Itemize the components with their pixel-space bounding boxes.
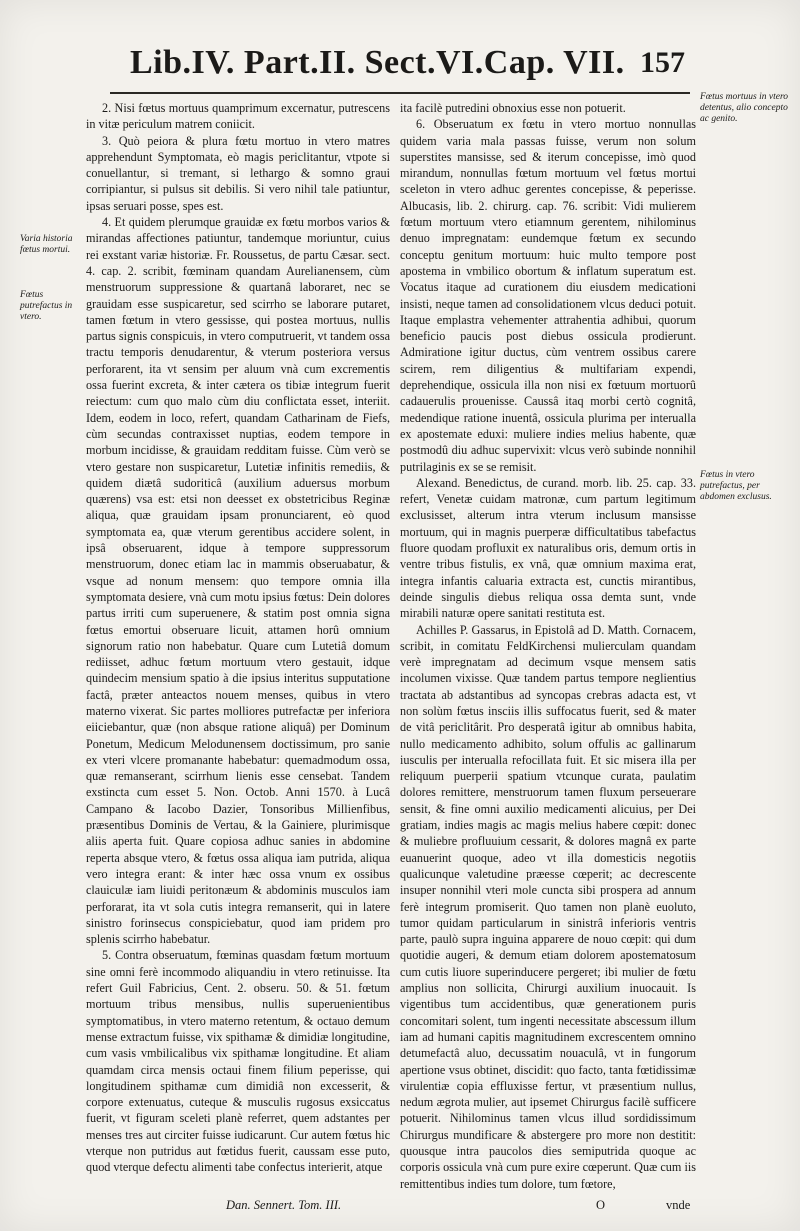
- right-text-column: [400, 100, 696, 1195]
- signature-letter: O: [596, 1198, 606, 1212]
- paragraph-gassarus: Achilles P. Gassarus, in Epistolâ ad D. Matth. Cornacem, scribit, in comitatu FeldKirchensi mulierculam quandam verè impregnatam ad decimum vsque mensem satis incolumen vixisse. Quæ tandem partus tempore neglientius tractata ab adstantibus ad syncopas crebras adacta est, vt non solùm fœtus insciis illis suffocatus fuerit, sed & mater de vitâ periclitârit. Pro desperatâ igitur ab omnibus habita, nullo medicamento adhibito, solum offulis ac gallinarum iusculis per interualla refocillata fuit. Et sic misera illa per reliquum puerperii spatium vtcunque curata, paulatim dolores remittere, menstruorum tamen fluxum perseuerare sensit, & fine omni auxilio medicamenti alicuius, per Dei gratiam, indies magis ac magis melius habere cœpit: donec & muliebre profluuium cessarit, & dolores magnâ ex parte euanuerint quoque, adeo vt illa domesticis negotiis qualicunque valetudine præesse cœperit; ac decrescente insuper nonnihil vteri mole cuncta sibi prospera ad annum ferè integrum promiserit. Quo tamen non planè euoluto, tumor quidam particularum in sinistrâ inferioris ventris parte, paulò supra inguina apparere de nouo cœpit: qui dum quotidie augeri, & demum etiam dolorem apostematosum cum cutis liuore superinducere pergeret; ibi mulier de fœtu amplius non sollicita, Chirurgi auxilium inuocauit. Is vigentibus tum accidentibus, quæ generationem puris concomitari solent, tum ingenti necessitate abscessum illum iam ad humani capitis magnitudinem excrescentem omnino detumefactâ aluo, decussatim nouaculâ, vt in fungorum apertione vsus obtinet, discidit: quo facto, tanta fœtidissimæ virulentiæ copia effluxisse fertur, vt præsentium nullus, nedum ægrota mulier, aut ipsemet Chirurgus facilè sufficere potuerit. Nihilominus tamen vlcus illud sordidissimum Chirurgus mundificare & abstergere pro more non destitit: quousque intra paucolos dies semiputrida quoque ac corporis ossicula vnà cum pure exire cœperunt. Quæ cum iis remittentibus indies tum dolore, tum fœtore,: [400, 622, 696, 1191]
- running-header: [0, 40, 800, 100]
- paragraph-continuation: ita facilè putredini obnoxius esse non potuerit.: [400, 101, 626, 115]
- paragraph-3: 3. Quò peiora & plura fœtu mortuo in vtero matres apprehendunt Symptomata, eò magis periclitantur, vtpote si conuellantur, si tremant, si lethargo & somno graui corripiantur, si pulsus sit debilis. Si vero nihil tale patiuntur, ipsas seruari posse, spes est.: [86, 133, 390, 213]
- header-rule: [110, 92, 690, 94]
- page-footer: [0, 1198, 800, 1222]
- paragraph-benedictus: Alexand. Benedictus, de curand. morb. lib. 25. cap. 33. refert, Venetæ cuidam matronæ, cum partum legitimum exclusisset, alterum intra vterum inclusum mansisse mortuum, qui in magnis puerperæ difficultatibus tabefactus fluore quodam profluxit ex naturalibus oris, demum ortis in ventre tribus fistulis, ex vnâ, quæ omnium maxima erat, integra infantis caluaria extracta est, cunctis mirantibus, deinde singulis diebus reliqua ossa demta sunt, vnde mirabili naturæ opere sanitati restituta est.: [400, 475, 696, 621]
- margin-note-right-2: Fœtus in vtero putrefactus, per abdomen exclusus.: [700, 470, 772, 502]
- page-number: 157: [640, 46, 685, 79]
- margin-note-left-1: Varia historia fœtus mortui.: [20, 234, 73, 255]
- page-title: Lib.IV. Part.II. Sect.VI.Cap. VII.: [130, 44, 625, 81]
- left-text-column: [86, 100, 390, 1195]
- paragraph-5: 5. Contra obseruatum, fœminas quasdam fœtum mortuum sine omni ferè incommodo aliquandiu in vtero retinuisse. Ita refert Guil Fabricius, Cent. 2. obseru. 50. & 51. fœtum mortuum tribus mensibus, nullis superuenientibus symptomatibus, in vtero materno retentum, & octauo demum mense extractum fuisse, vix spithamæ & dimidiæ longitudine, cum vasis vmbilicalibus vix spithamæ longitudine. Et aliam quamdam circa mensis octaui finem filium peperisse, qui longitudinem spithamæ cum dimidiâ non excesserit, & corpore extenuatus, cuteque & musculis rugosus exsiccatus fuerit, vt figuram sceleti planè referret, quem adstantes per menses tres aut circiter fuisse iudicarunt. Cur autem fœtus hic vterque non putridus aut fœtidus fuerit, caussam esse puto, quod vterque defectu alimenti tabe confectus interierit, atque: [86, 948, 390, 1175]
- margin-note-left-2: Fœtus putrefactus in vtero.: [20, 290, 73, 322]
- signature-line: Dan. Sennert. Tom. III.: [226, 1198, 342, 1212]
- paragraph-2: 2. Nisi fœtus mortuus quamprimum excernatur, putrescens in vitæ periculum matrem coniicit.: [86, 101, 390, 132]
- margin-note-right-1: Fœtus mortuus in vtero detentus, alio concepto ac genito.: [700, 92, 789, 124]
- paragraph-4: 4. Et quidem plerumque grauidæ ex fœtu morbos varios & mirandas affectiones patiuntur, tandemque moriuntur, cuius rei exstant variæ historiæ. Fr. Roussetus, de partu Cæsar. sect. 4. cap. 2. scribit, fœminam quandam Aurelianensem, cùm menstruorum suppressione & quartanâ laboraret, nec se grauidam esse suspicaretur, sed scirrho se laborare putaret, tamen fœtum in vtero gessisse, qui postea mortuus, nullis partus signis conspicuis, in vtero computruerit, vt tandem ossa tractu temporis denudarentur, & vterum posteriora versus perforarent, ita vt sensim per aluum vnà cum excrementis ossa fuerint excreta, & inter cætera os tibiæ integrum fuerit reiectum: cum quo malo cùm diu conflictata esset, interiit. Idem, eodem in loco, refert, quandam Catharinam de Fiefs, cùm secundas contraxisset nuptias, eodem tempore in morbum incidisse, & grauidam redditam fuisse. Cùm verò se vtero gestare non suspicaretur, Lutetiæ infinitis remediis, & quidem diætâ sudoriticâ (auxilium aduersus morbum quærens) vsa est: etsi non deesset ex obstetricibus Reginæ aliqua, quæ grauidam ipsam pronunciarent, eò quod symptomata ea, quæ vterum gerentibus accidere solent, in ipsâ obseruarent, idque à tempore suppressorum menstruorum, donec etiam lac in mammis obseruabatur, & vsque ad nonum mensem: quo tempore omnia illa symptomata desiere, vnà cum motu ipsius fœtus: Dein dolores partus irriti cum superuenere, & statim post omnia signa fœtus emortui obseruare licuit, attamen horû omnium signorum ratio non habebatur. Quare cum Lutetiâ domum rediisset, adhuc fœtum mortuum vtero gestauit, idque quindecim mensium spatio à die ipsius interitus supputatione factâ, præter anteactos nouem menses, quibus in vtero materno vixerat. Sic partes molliores putrefactæ per inferiora eiiciebantur, quæ (non absque ratione aliquâ) per Dominum Ponetum, Medicum Melodunensem doctissimum, pro sanie ex vteri vlcere promanante habebatur: quemadmodum ossa, quæ remanserant, scirrhum lienis esse censebat. Tandem exstincta cum esset 5. Non. Octob. Anni 1570. à Lucâ Campano & Iacobo Dazier, Tonsoribus Millienfibus, præsentibus Dominis de Vertau, & la Gainiere, plurimisque aliis aperta fuit. Quare copiosa adhuc sanies in abdomine reperta absque vtero, & fœtus ossa aliqua iam putrida, aliqua vero integra erant: & inter hæc ossa vnum ex ossibus clauiculæ iam liuidi peritonæum & abdominis musculos iam perforarat, ita vt sola cutis integra remanserit, qui in latere sinistro forinsecus conspiciebatur, quod iam pridem pro splenis scirrho habebatur.: [86, 215, 390, 947]
- paragraph-6: 6. Obseruatum ex fœtu in vtero mortuo nonnullas quidem varia mala passas fuisse, verum non solum superstites mansisse, sed & iterum concepisse, imò quod mirandum, nonnullas fœtum mortuum vel fœtus mortui sceleton in vtero adhuc gerentes concepisse, & peperisse. Albucasis, lib. 2. chirurg. cap. 76. scribit: Vidi mulierem fœtum mortuum vtero etiamnum gerentem, nihilominus denuo impregnatam: eundemque fœtum ex secundo conceptu genitum mortuum: huic multo tempore post apostema in vmbilico obortum & inflatum superatum est. Vocatus itaque ad curationem diu eiusdem medicationi insisti, neque tamen ad consolidationem vlcus deduci potuit. Itaque emplastra vehementer attrahentia adhibui, quorum beneficio paucis post diebus ossicula prodierunt. Admiratione igitur ductus, cùm ventrem ossibus carere scirem, rem diligentius & multifariam expendi, deprehendique, ossicula illa non nisi ex fœtuum mortuorû cadauerulis prouenisse. Caussâ itaq morbi certò cognitâ, medendique ratione inuentâ, ossicula plurima per interualla ex apostemate eduxi: muliere indies melius habente, quæ postmodû diu adhuc supervixit: vlcus verò subinde nonnihil putrilaginis ex se se remisit.: [400, 117, 696, 474]
- catchword: vnde: [666, 1198, 691, 1212]
